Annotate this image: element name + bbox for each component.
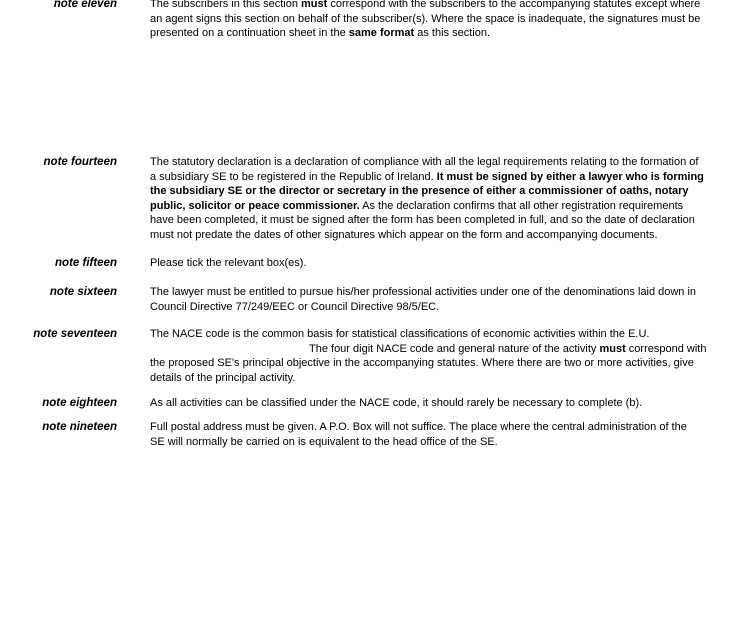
note-label: note fourteen — [43, 156, 117, 168]
text-line: The subscribers in this section must correspond with the subscribers to the accompanying statutes except where — [150, 0, 701, 10]
text-line: Council Directive 77/249/EEC or Council Directive 98/5/EC. — [150, 300, 440, 313]
text-line: the subsidiary SE or the director or secretary in the presence of either a commissioner of oaths, notary — [150, 185, 689, 197]
note-text — [150, 327, 754, 385]
text-line: details of the principal activity. — [150, 371, 296, 384]
note-label: note sixteen — [49, 286, 117, 298]
note-text — [150, 396, 754, 411]
note-text — [150, 285, 754, 314]
note-text — [150, 155, 754, 242]
note-label: note eighteen — [42, 397, 117, 409]
text-line: As all activities can be classified under the NACE code, it should rarely be necessary to complete (b). — [150, 397, 643, 409]
note-label: note eleven — [53, 0, 117, 10]
text-line: SE will normally be carried on is equivalent to the head office of the SE. — [150, 435, 498, 448]
note-text — [150, 0, 754, 41]
text-line: presented on a continuation sheet in the same format as this section. — [150, 27, 491, 39]
text-line: have been completed, it must be signed after the form has been completed in full, and so the date of declaration — [150, 214, 695, 226]
note-label: note fifteen — [55, 257, 117, 269]
text-line: an agent signs this section on behalf of the subscriber(s). Where the space is inadequate, the signatures must be — [150, 12, 701, 25]
text-line: a subsidiary SE to be registered in the Republic of Ireland. It must be signed by either a lawyer who is forming — [150, 170, 704, 183]
text-line: must not predate the dates of other signatures which appear on the form and accompanying documents. — [150, 228, 658, 241]
note-label: note seventeen — [33, 328, 117, 340]
note-label: note nineteen — [42, 421, 117, 433]
text-line: Please tick the relevant box(es). — [150, 257, 307, 269]
note-text — [150, 256, 754, 271]
text-line: public, solicitor or peace commissioner. As the declaration confirms that all other registration requirements — [150, 199, 684, 212]
text-line: Full postal address must be given. A P.O. Box will not suffice. The place where the central administration of the — [150, 421, 687, 433]
text-line: The four digit NACE code and general nature of the activity must correspond with — [309, 342, 707, 355]
text-line: the proposed SE's principal objective in the accompanying statutes. Where there are two or more activities, give — [150, 357, 694, 369]
note-text — [150, 420, 754, 449]
text-line: The lawyer must be entitled to pursue his/her professional activities under one of the denominations laid down in — [150, 286, 697, 298]
text-line: The NACE code is the common basis for statistical classifications of economic activities within the E.U. — [150, 328, 650, 340]
text-line: The statutory declaration is a declaration of compliance with all the legal requirements relating to the formation of — [150, 156, 699, 168]
